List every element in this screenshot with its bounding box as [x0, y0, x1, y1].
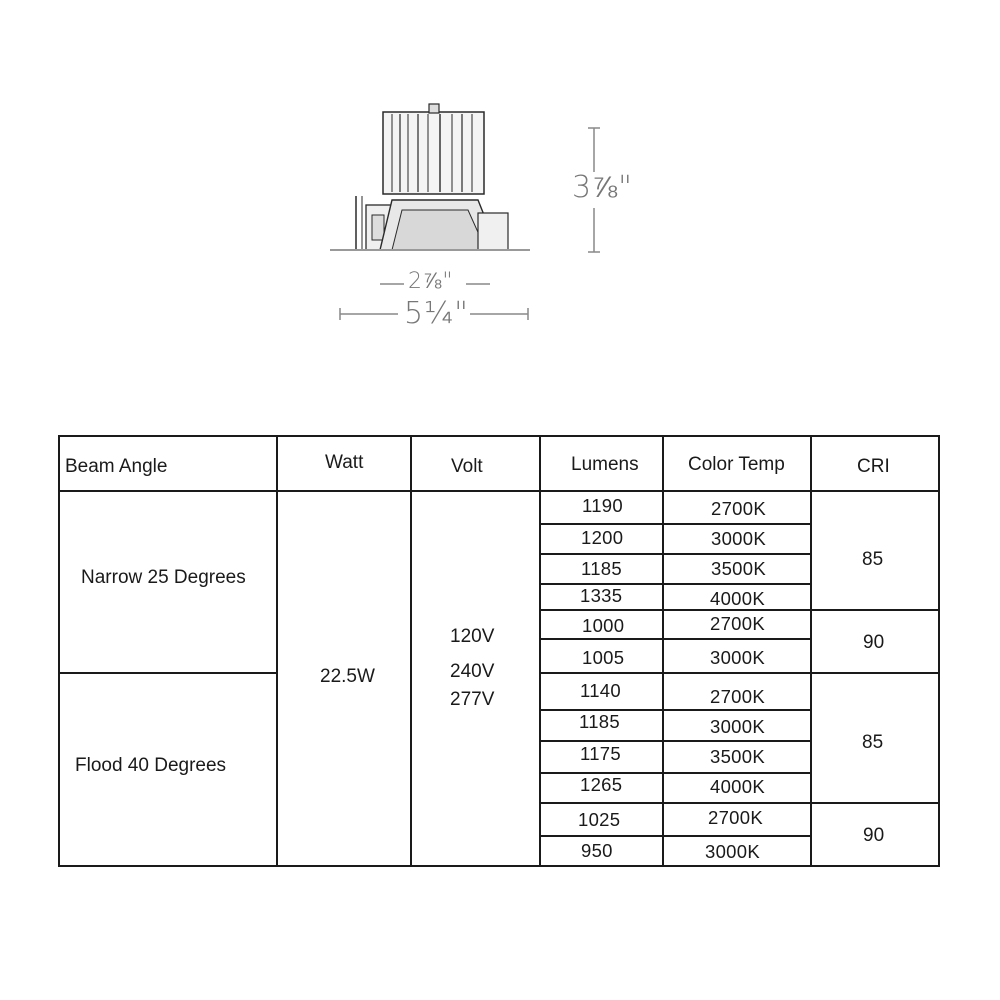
color-temp-value: 3000K — [705, 841, 760, 862]
row-divider — [541, 835, 812, 837]
color-temp-value: 4000K — [710, 776, 765, 797]
lumens-value: 1185 — [581, 558, 622, 579]
lumens-value: 1190 — [582, 495, 623, 516]
reflector-trim — [330, 196, 530, 250]
row-divider — [541, 553, 812, 555]
lumens-value: 1200 — [581, 527, 624, 548]
color-temp-value: 2700K — [710, 613, 765, 634]
cri-value: 90 — [863, 825, 885, 846]
beam-group-divider — [60, 672, 278, 674]
row-divider — [541, 740, 812, 742]
row-divider — [541, 523, 812, 525]
cri-value: 85 — [862, 549, 884, 570]
lumens-value: 1140 — [580, 680, 621, 701]
column-divider — [810, 437, 812, 865]
beam-angle-flood: Flood 40 Degrees — [75, 755, 227, 776]
header-watt: Watt — [325, 452, 364, 473]
color-temp-value: 3500K — [711, 558, 766, 579]
lumens-value: 1005 — [582, 647, 625, 668]
beam-angle-narrow: Narrow 25 Degrees — [81, 567, 246, 588]
color-temp-value: 3500K — [710, 746, 765, 767]
heat-sink-housing — [383, 104, 484, 194]
column-divider — [276, 437, 278, 865]
lumens-value: 950 — [581, 840, 613, 861]
lumens-value: 1265 — [580, 774, 623, 795]
header-color-temp: Color Temp — [688, 454, 785, 475]
header-beam-angle: Beam Angle — [65, 456, 168, 477]
watt-value: 22.5W — [320, 666, 375, 687]
color-temp-value: 2700K — [710, 686, 765, 707]
header-divider — [60, 490, 938, 492]
color-temp-value: 2700K — [708, 807, 763, 828]
row-divider — [541, 802, 938, 804]
header-volt: Volt — [451, 456, 483, 477]
aperture-width-dimension-label: 2⅞" — [408, 269, 454, 294]
header-lumens: Lumens — [571, 454, 639, 475]
color-temp-value: 3000K — [710, 647, 765, 668]
color-temp-value: 2700K — [711, 498, 766, 519]
fixture-drawing — [0, 0, 1000, 400]
volt-value: 277V — [450, 689, 495, 710]
lumens-value: 1175 — [580, 743, 621, 764]
row-divider — [541, 638, 812, 640]
fixture-side-view-diagram — [0, 0, 1000, 400]
cri-value: 85 — [862, 732, 884, 753]
volt-value: 240V — [450, 661, 495, 682]
column-divider — [410, 437, 412, 865]
color-temp-value: 3000K — [711, 528, 766, 549]
lumens-value: 1185 — [579, 711, 620, 732]
volt-value: 120V — [450, 626, 495, 647]
trim-width-dimension-label: 5¼" — [404, 296, 469, 331]
color-temp-value: 3000K — [710, 716, 765, 737]
lumens-value: 1335 — [580, 585, 623, 606]
column-divider — [662, 437, 664, 865]
lumens-value: 1025 — [578, 809, 621, 830]
row-divider — [541, 672, 938, 674]
color-temp-value: 4000K — [710, 588, 765, 609]
column-divider — [539, 437, 541, 865]
specifications-table — [58, 435, 940, 867]
cri-value: 90 — [863, 632, 885, 653]
header-cri: CRI — [857, 456, 890, 477]
lumens-value: 1000 — [582, 615, 625, 636]
height-dimension-label: 3⅞" — [572, 170, 633, 205]
row-divider — [541, 609, 938, 611]
